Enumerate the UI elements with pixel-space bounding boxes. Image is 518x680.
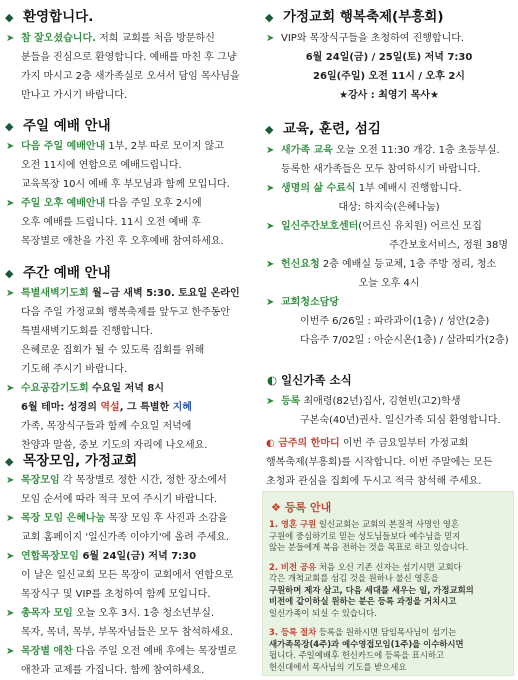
weekday-line: 찬양과 말씀, 중보 기도의 자리에 나오세요. — [21, 440, 208, 451]
arrow-icon: ➤ — [266, 33, 275, 44]
cell-line: ➤ 목장 모임 은혜나눔 목장 모임 후 사진과 소감을 — [0, 509, 258, 528]
education-line: ➤ 새가족 교육 오늘 오전 11:30 개강. 1층 초등부실. — [260, 141, 518, 160]
weekday-line: 가족, 목장식구들과 함께 수요일 저녁에 — [21, 421, 192, 432]
news-line: 구본숙(40년)권사. 일신가족 되심 환영합니다. — [300, 415, 501, 426]
sunday-line: ➤ 주일 오후 예배안내 다음 주일 오후 2시에 — [0, 194, 258, 213]
diamond-icon: ◆ — [5, 11, 14, 24]
cell-line: ➤ 총목자 모임 오늘 오후 3시. 1층 청소년부실. — [0, 604, 258, 623]
family-news-section — [260, 372, 518, 430]
diamond-icon: ◆ — [5, 455, 14, 468]
registration-paragraph-1: 1. 영혼 구원 일신교회는 교회의 본질적 사명인 영혼 구원에 중심하기로 믿는 성도님들보다 예수님을 믿지 않는 분들에게 복음 전하는 것을 목표로 하고 있습니다. — [269, 519, 469, 552]
weekday-line: 6월 테마: 성경의 역설, 그 특별한 지혜 — [21, 402, 192, 413]
arrow-icon: ➤ — [6, 646, 15, 657]
welcome-line: 가지 마시고 2층 새가족실로 오셔서 담임 목사님을 — [21, 71, 240, 82]
weekday-line: 특별새벽기도회를 진행합니다. — [21, 326, 153, 337]
diamond-icon: ◆ — [265, 123, 274, 136]
cell-line: 목자, 목녀, 목부, 부목자님들은 모두 참석하세요. — [21, 627, 234, 638]
education-line: ➤ 헌신요청 2층 예배실 등교체, 1층 주방 정리, 청소 — [260, 255, 518, 274]
half-circle-icon: ◐ — [266, 438, 279, 449]
festival-section — [260, 8, 518, 105]
news-title: 일신가족 소식 — [281, 373, 352, 387]
cell-line: 애찬과 교제를 가집니다. 함께 참여하세요. — [21, 665, 205, 676]
weekday-line: ➤ 특별새벽기도회 월~금 새벽 5:30. 토요일 온라인 — [0, 284, 258, 303]
cell-line: ➤ 목장모임 각 목장별로 정한 시간, 정한 장소에서 — [0, 471, 258, 490]
sunday-line: ➤ 다음 주일 예배안내 1부, 2부 따로 모이지 않고 — [0, 137, 258, 156]
education-line: 이번주 6/26일 : 파라과이(1층) / 성안(2층) — [300, 316, 490, 327]
sunday-title: 주일 예배 안내 — [23, 118, 111, 134]
weekly-word-line: 행복축제(부흥회)를 시작합니다. 이번 주말에는 모든 — [266, 457, 493, 468]
festival-line: ➤ VIP와 목장식구들을 초청하여 진행합니다. — [260, 29, 518, 48]
registration-title: 등록 안내 — [284, 501, 332, 514]
arrow-icon: ➤ — [6, 608, 15, 619]
arrow-icon: ➤ — [6, 33, 15, 44]
arrow-icon: ➤ — [6, 198, 15, 209]
cell-line: 교회 홈페이지 '일신가족 이야기'에 올려 주세요. — [21, 532, 230, 543]
welcome-section — [0, 8, 258, 105]
registration-paragraph-2: 2. 비전 공유 처음 오신 기존 신자는 섬기시면 교회다 각은 개척교회를 섬김 것을 원하나 불신 영혼을 구원하며 제자 삼고, 다음 세대를 세우는 일, 가정교회의 비전에 같이하실 원하는 분은 등록 과정을 거치시고 일신가족이 되실 수 있습니다. — [269, 561, 474, 618]
education-line: 다음주 7/02일 : 아순시온(1층) / 살라띠가(2층) — [300, 335, 509, 346]
arrow-icon: ➤ — [6, 383, 15, 394]
arrow-icon: ➤ — [266, 259, 275, 270]
half-circle-icon: ◐ — [267, 373, 278, 387]
festival-line: 6월 24일(금) / 25일(토) 저녁 7:30 — [305, 52, 473, 63]
welcome-line: 만나고 가시기 바랍니다. — [21, 90, 128, 101]
diamond-icon: ◆ — [5, 120, 14, 133]
arrow-icon: ➤ — [6, 288, 15, 299]
registration-box — [262, 491, 514, 676]
diamond-icon: ◆ — [265, 11, 274, 24]
sunday-line: 오후 예배를 드립니다. 11시 오전 예배 후 — [21, 217, 201, 228]
education-line: 주간보호서비스, 정원 38명 — [389, 240, 508, 251]
cell-title: 목장모임, 가정교회 — [23, 453, 138, 469]
cell-line: 이 날은 일신교회 모든 목장이 교회에서 연합으로 — [21, 570, 234, 581]
arrow-icon: ➤ — [6, 141, 15, 152]
cell-group-section — [0, 452, 258, 680]
weekday-line: 다음 주일 가정교회 행복축제를 앞두고 한주동안 — [21, 307, 231, 318]
education-line: 등록한 새가족들은 모두 참여하시기 바랍니다. — [281, 164, 481, 175]
festival-speaker: ★강사 : 최영기 목사★ — [339, 90, 439, 101]
arrow-icon: ➤ — [266, 221, 275, 232]
festival-title: 가정교회 행복축제(부흥회) — [283, 9, 444, 25]
arrow-icon: ➤ — [266, 396, 275, 407]
sunday-line: 오전 11시에 연합으로 예배드립니다. — [21, 160, 182, 171]
diamond-icon: ❖ — [271, 501, 281, 514]
education-title: 교육, 훈련, 섬김 — [283, 121, 381, 137]
sunday-line: 목장별로 애찬을 가진 후 오후예배 참여하세요. — [21, 236, 224, 247]
arrow-icon: ➤ — [6, 551, 15, 562]
weekday-line: 기도해 주시기 바랍니다. — [21, 364, 128, 375]
cell-line: ➤ 연합목장모임 6월 24일(금) 저녁 7:30 — [0, 547, 258, 566]
arrow-icon: ➤ — [266, 145, 275, 156]
festival-line: 26일(주일) 오전 11시 / 오후 2시 — [313, 71, 465, 82]
weekly-word-title: 금주의 한마디 — [278, 438, 340, 449]
weekday-line: ➤ 수요공감기도회 수요일 저녁 8시 — [0, 379, 258, 398]
arrow-icon: ➤ — [266, 297, 275, 308]
news-line: ➤ 등록 최애령(82년)집사, 김현빈(고2)학생 — [260, 392, 518, 411]
education-line: ➤ 생명의 삶 수료식 1부 예배시 진행합니다. — [260, 179, 518, 198]
cell-line: ➤ 목장별 애찬 다음 주일 오전 예배 후에는 목장별로 — [0, 642, 258, 661]
weekday-worship-section — [0, 264, 258, 455]
education-line: 오늘 오후 4시 — [358, 278, 420, 289]
education-line: ➤ 교회청소담당 — [260, 293, 518, 312]
sunday-line: 교육목장 10시 예배 후 부모님과 함께 모입니다. — [21, 179, 230, 190]
weekly-word-line: 초청과 관심을 집회에 두시고 적극 참석해 주세요. — [266, 476, 482, 487]
welcome-line: 분들을 진심으로 환영합니다. 예배를 마친 후 그냥 — [21, 52, 237, 63]
arrow-icon: ➤ — [6, 475, 15, 486]
education-line: ➤ 일신주간보호센터(어르신 유치원) 어르신 모집 — [260, 217, 518, 236]
welcome-line: ➤ 참 잘오셨습니다. 저희 교회를 처음 방문하신 — [0, 29, 258, 48]
registration-paragraph-3: 3. 등록 절차 등록을 원하시면 담임목사님이 섬기는 새가족목장(4주)과 예수영접모임(1주)을 이수하시면 됩니다. 주일예배후 헌신카드에 등록을 표시하고 헌신대에서 목사님의 기도를 받으세요 — [269, 627, 464, 672]
weekday-title: 주간 예배 안내 — [23, 265, 111, 281]
welcome-title: 환영합니다. — [23, 9, 94, 25]
cell-line: 목장식구 및 VIP를 초청하여 함께 모입니다. — [21, 589, 211, 600]
arrow-icon: ➤ — [6, 513, 15, 524]
cell-line: 모임 순서에 따라 적극 모여 주시기 바랍니다. — [21, 494, 218, 505]
weekly-word-section: ◐ 금주의 한마디 이번 주 금요일부터 가정교회 행복축제(부흥회)를 시작합니다. 이번 주말에는 모든 초청과 관심을 집회에 두시고 적극 참석해 주세요. — [260, 434, 518, 491]
education-line: 대상: 하지숙(은혜나눔) — [338, 202, 440, 213]
arrow-icon: ➤ — [266, 183, 275, 194]
sunday-worship-section — [0, 117, 258, 251]
education-section — [260, 120, 518, 350]
weekday-line: 은혜로운 집회가 될 수 있도록 집회를 위해 — [21, 345, 205, 356]
diamond-icon: ◆ — [5, 267, 14, 280]
